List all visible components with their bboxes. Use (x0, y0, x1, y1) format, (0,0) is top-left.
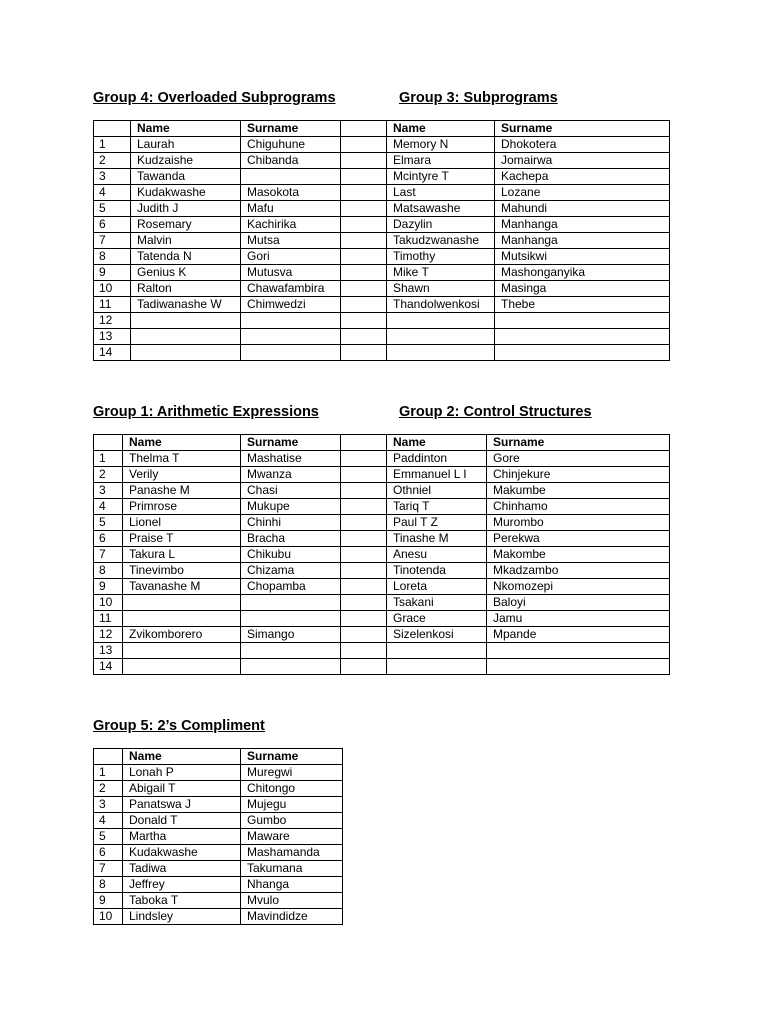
table-row (94, 451, 670, 467)
surname-cell: Mutsikwi (495, 249, 670, 265)
name-cell: Takudzwanashe (387, 233, 495, 249)
row-number: 5 (94, 515, 123, 531)
spacer-cell (341, 499, 387, 515)
spacer-cell (341, 611, 387, 627)
row-number: 9 (94, 893, 123, 909)
name-cell: Panatswa J (123, 797, 241, 813)
surname-cell: Gori (241, 249, 341, 265)
name-cell: Panashe M (123, 483, 241, 499)
name-cell: Last (387, 185, 495, 201)
header-row (94, 749, 343, 765)
table-row (94, 153, 670, 169)
row-number: 10 (94, 281, 131, 297)
name-cell: Donald T (123, 813, 241, 829)
name-cell: Laurah (131, 137, 241, 153)
table-row (94, 829, 343, 845)
name-cell: Timothy (387, 249, 495, 265)
name-cell (387, 313, 495, 329)
row-number: 12 (94, 627, 123, 643)
name-cell: Othniel (387, 483, 487, 499)
surname-cell (241, 611, 341, 627)
table-row (94, 531, 670, 547)
surname-cell: Masinga (495, 281, 670, 297)
table-row (94, 861, 343, 877)
table-row (94, 233, 670, 249)
row-number: 11 (94, 297, 131, 313)
spacer-cell (341, 659, 387, 675)
surname-cell: Mashamanda (241, 845, 343, 861)
surname-cell: Makumbe (487, 483, 670, 499)
name-cell: Sizelenkosi (387, 627, 487, 643)
surname-cell (241, 169, 341, 185)
table-row (94, 563, 670, 579)
name-cell: Abigail T (123, 781, 241, 797)
spacer-cell (341, 265, 387, 281)
spacer-cell (341, 595, 387, 611)
surname-cell: Chiguhune (241, 137, 341, 153)
name-cell: Matsawashe (387, 201, 495, 217)
name-cell: Lindsley (123, 909, 241, 925)
surname-cell: Simango (241, 627, 341, 643)
table-row (94, 579, 670, 595)
table-row (94, 467, 670, 483)
name-cell: Takura L (123, 547, 241, 563)
spacer-cell (341, 579, 387, 595)
table-row (94, 201, 670, 217)
table-row (94, 643, 670, 659)
surname-cell: Mukupe (241, 499, 341, 515)
row-number: 2 (94, 781, 123, 797)
name-header: Name (123, 435, 241, 451)
table-row (94, 137, 670, 153)
surname-cell: Chibanda (241, 153, 341, 169)
name-cell (123, 611, 241, 627)
name-cell (387, 643, 487, 659)
row-number: 1 (94, 451, 123, 467)
surname-cell: Takumana (241, 861, 343, 877)
row-number: 5 (94, 201, 131, 217)
name-cell: Verily (123, 467, 241, 483)
surname-header: Surname (241, 121, 341, 137)
surname-cell: Makombe (487, 547, 670, 563)
table-row (94, 249, 670, 265)
surname-cell: Thebe (495, 297, 670, 313)
surname-cell: Masokota (241, 185, 341, 201)
surname-header: Surname (487, 435, 670, 451)
spacer-cell (341, 467, 387, 483)
name-header: Name (387, 435, 487, 451)
surname-cell: Mujegu (241, 797, 343, 813)
surname-cell (241, 313, 341, 329)
surname-cell: Mutsa (241, 233, 341, 249)
groups-4-3-table (93, 120, 670, 361)
row-number: 11 (94, 611, 123, 627)
surname-cell: Nhanga (241, 877, 343, 893)
name-cell: Elmara (387, 153, 495, 169)
name-cell (123, 659, 241, 675)
table-row (94, 345, 670, 361)
spacer-cell (341, 483, 387, 499)
spacer-cell (341, 643, 387, 659)
name-cell: Martha (123, 829, 241, 845)
table-row (94, 313, 670, 329)
name-cell: Praise T (123, 531, 241, 547)
spacer-header (341, 435, 387, 451)
surname-cell: Jomairwa (495, 153, 670, 169)
surname-cell (495, 313, 670, 329)
surname-cell: Jamu (487, 611, 670, 627)
table-row (94, 813, 343, 829)
name-cell (131, 345, 241, 361)
surname-cell: Manhanga (495, 233, 670, 249)
surname-cell: Baloyi (487, 595, 670, 611)
table-row (94, 297, 670, 313)
row-number: 8 (94, 249, 131, 265)
surname-cell: Muregwi (241, 765, 343, 781)
spacer-cell (341, 169, 387, 185)
table-row (94, 765, 343, 781)
name-cell: Emmanuel L I (387, 467, 487, 483)
spacer-cell (341, 563, 387, 579)
surname-cell: Chinhi (241, 515, 341, 531)
surname-cell (487, 643, 670, 659)
row-number: 4 (94, 813, 123, 829)
name-cell: Mcintyre T (387, 169, 495, 185)
row-number: 10 (94, 595, 123, 611)
spacer-cell (341, 515, 387, 531)
surname-cell: Mpande (487, 627, 670, 643)
table-row (94, 185, 670, 201)
surname-cell (241, 345, 341, 361)
surname-cell: Maware (241, 829, 343, 845)
table-row (94, 659, 670, 675)
surname-cell: Mvulo (241, 893, 343, 909)
row-number: 1 (94, 765, 123, 781)
table-row (94, 781, 343, 797)
name-cell: Paul T Z (387, 515, 487, 531)
name-cell (123, 643, 241, 659)
surname-cell (487, 659, 670, 675)
table-row (94, 797, 343, 813)
surname-cell: Mashonganyika (495, 265, 670, 281)
name-cell: Judith J (131, 201, 241, 217)
spacer-cell (341, 451, 387, 467)
row-number: 8 (94, 563, 123, 579)
surname-cell: Mahundi (495, 201, 670, 217)
group-3-title: Group 3: Subprograms (399, 90, 558, 106)
spacer-cell (341, 329, 387, 345)
surname-cell: Mafu (241, 201, 341, 217)
name-cell: Memory N (387, 137, 495, 153)
name-cell: Jeffrey (123, 877, 241, 893)
group-4-title: Group 4: Overloaded Subprograms (93, 90, 336, 106)
name-header: Name (387, 121, 495, 137)
row-number: 5 (94, 829, 123, 845)
name-cell: Kudzaishe (131, 153, 241, 169)
surname-cell (495, 329, 670, 345)
number-header (94, 121, 131, 137)
number-header (94, 435, 123, 451)
surname-cell: Chawafambira (241, 281, 341, 297)
spacer-cell (341, 185, 387, 201)
name-cell (387, 329, 495, 345)
surname-cell: Mutusva (241, 265, 341, 281)
surname-header: Surname (241, 749, 343, 765)
row-number: 1 (94, 137, 131, 153)
name-cell: Lonah P (123, 765, 241, 781)
name-cell: Kudakwashe (131, 185, 241, 201)
name-cell: Anesu (387, 547, 487, 563)
header-row (94, 435, 670, 451)
surname-cell: Lozane (495, 185, 670, 201)
table-row (94, 547, 670, 563)
row-number: 7 (94, 547, 123, 563)
row-number: 7 (94, 861, 123, 877)
row-number: 4 (94, 499, 123, 515)
table-row (94, 169, 670, 185)
row-number: 6 (94, 531, 123, 547)
row-number: 3 (94, 483, 123, 499)
row-number: 9 (94, 265, 131, 281)
surname-cell: Dhokotera (495, 137, 670, 153)
surname-cell: Mwanza (241, 467, 341, 483)
surname-cell: Chinhamo (487, 499, 670, 515)
groups-1-2-table (93, 434, 670, 675)
row-number: 4 (94, 185, 131, 201)
surname-header: Surname (241, 435, 341, 451)
surname-cell: Chopamba (241, 579, 341, 595)
name-cell: Thandolwenkosi (387, 297, 495, 313)
spacer-cell (341, 233, 387, 249)
row-number: 14 (94, 659, 123, 675)
name-cell: Tinevimbo (123, 563, 241, 579)
row-number: 12 (94, 313, 131, 329)
row-number: 6 (94, 217, 131, 233)
name-cell: Lionel (123, 515, 241, 531)
name-cell: Grace (387, 611, 487, 627)
surname-cell: Chasi (241, 483, 341, 499)
name-cell: Zvikomborero (123, 627, 241, 643)
surname-cell: Manhanga (495, 217, 670, 233)
group-1-title: Group 1: Arithmetic Expressions (93, 404, 319, 420)
group-5-table (93, 748, 343, 925)
name-cell: Tavanashe M (123, 579, 241, 595)
name-cell: Tariq T (387, 499, 487, 515)
surname-cell (495, 345, 670, 361)
row-number: 9 (94, 579, 123, 595)
table-row (94, 515, 670, 531)
surname-cell (241, 659, 341, 675)
number-header (94, 749, 123, 765)
name-cell: Thelma T (123, 451, 241, 467)
table-row (94, 265, 670, 281)
name-cell (123, 595, 241, 611)
surname-cell (241, 595, 341, 611)
surname-cell: Mashatise (241, 451, 341, 467)
surname-cell: Chimwedzi (241, 297, 341, 313)
spacer-cell (341, 201, 387, 217)
row-number: 13 (94, 329, 131, 345)
table-row (94, 281, 670, 297)
group-5-title: Group 5: 2’s Compliment (93, 718, 265, 734)
table-row (94, 909, 343, 925)
name-cell: Dazylin (387, 217, 495, 233)
row-number: 3 (94, 169, 131, 185)
spacer-cell (341, 281, 387, 297)
surname-cell: Nkomozepi (487, 579, 670, 595)
surname-cell (241, 329, 341, 345)
name-cell: Tinotenda (387, 563, 487, 579)
name-cell: Genius K (131, 265, 241, 281)
table-row (94, 893, 343, 909)
table-row (94, 611, 670, 627)
name-header: Name (123, 749, 241, 765)
name-cell (387, 659, 487, 675)
row-number: 6 (94, 845, 123, 861)
surname-cell: Kachirika (241, 217, 341, 233)
name-cell: Tawanda (131, 169, 241, 185)
surname-cell: Chikubu (241, 547, 341, 563)
surname-cell: Chizama (241, 563, 341, 579)
surname-cell (241, 643, 341, 659)
name-cell: Mike T (387, 265, 495, 281)
surname-cell: Murombo (487, 515, 670, 531)
surname-header: Surname (495, 121, 670, 137)
name-cell: Primrose (123, 499, 241, 515)
name-cell: Malvin (131, 233, 241, 249)
header-row (94, 121, 670, 137)
name-cell: Taboka T (123, 893, 241, 909)
spacer-cell (341, 249, 387, 265)
spacer-cell (341, 627, 387, 643)
name-cell: Ralton (131, 281, 241, 297)
surname-cell: Mavindidze (241, 909, 343, 925)
name-cell (131, 329, 241, 345)
spacer-cell (341, 137, 387, 153)
name-cell: Tatenda N (131, 249, 241, 265)
surname-cell: Chinjekure (487, 467, 670, 483)
spacer-header (341, 121, 387, 137)
row-number: 2 (94, 153, 131, 169)
name-cell: Tadiwanashe W (131, 297, 241, 313)
name-cell (387, 345, 495, 361)
row-number: 13 (94, 643, 123, 659)
table-row (94, 595, 670, 611)
table-row (94, 499, 670, 515)
spacer-cell (341, 297, 387, 313)
surname-cell: Perekwa (487, 531, 670, 547)
row-number: 2 (94, 467, 123, 483)
row-number: 3 (94, 797, 123, 813)
name-cell: Shawn (387, 281, 495, 297)
row-number: 10 (94, 909, 123, 925)
surname-cell: Kachepa (495, 169, 670, 185)
row-number: 7 (94, 233, 131, 249)
name-cell: Paddinton (387, 451, 487, 467)
name-cell: Tsakani (387, 595, 487, 611)
name-header: Name (131, 121, 241, 137)
row-number: 14 (94, 345, 131, 361)
surname-cell: Gore (487, 451, 670, 467)
surname-cell: Chitongo (241, 781, 343, 797)
table-row (94, 217, 670, 233)
spacer-cell (341, 217, 387, 233)
table-row (94, 877, 343, 893)
surname-cell: Bracha (241, 531, 341, 547)
name-cell: Loreta (387, 579, 487, 595)
name-cell: Kudakwashe (123, 845, 241, 861)
surname-cell: Gumbo (241, 813, 343, 829)
spacer-cell (341, 547, 387, 563)
name-cell: Tinashe M (387, 531, 487, 547)
table-row (94, 483, 670, 499)
spacer-cell (341, 313, 387, 329)
name-cell (131, 313, 241, 329)
spacer-cell (341, 531, 387, 547)
surname-cell: Mkadzambo (487, 563, 670, 579)
group-2-title: Group 2: Control Structures (399, 404, 592, 420)
name-cell: Rosemary (131, 217, 241, 233)
name-cell: Tadiwa (123, 861, 241, 877)
row-number: 8 (94, 877, 123, 893)
table-row (94, 627, 670, 643)
spacer-cell (341, 153, 387, 169)
spacer-cell (341, 345, 387, 361)
table-row (94, 329, 670, 345)
table-row (94, 845, 343, 861)
